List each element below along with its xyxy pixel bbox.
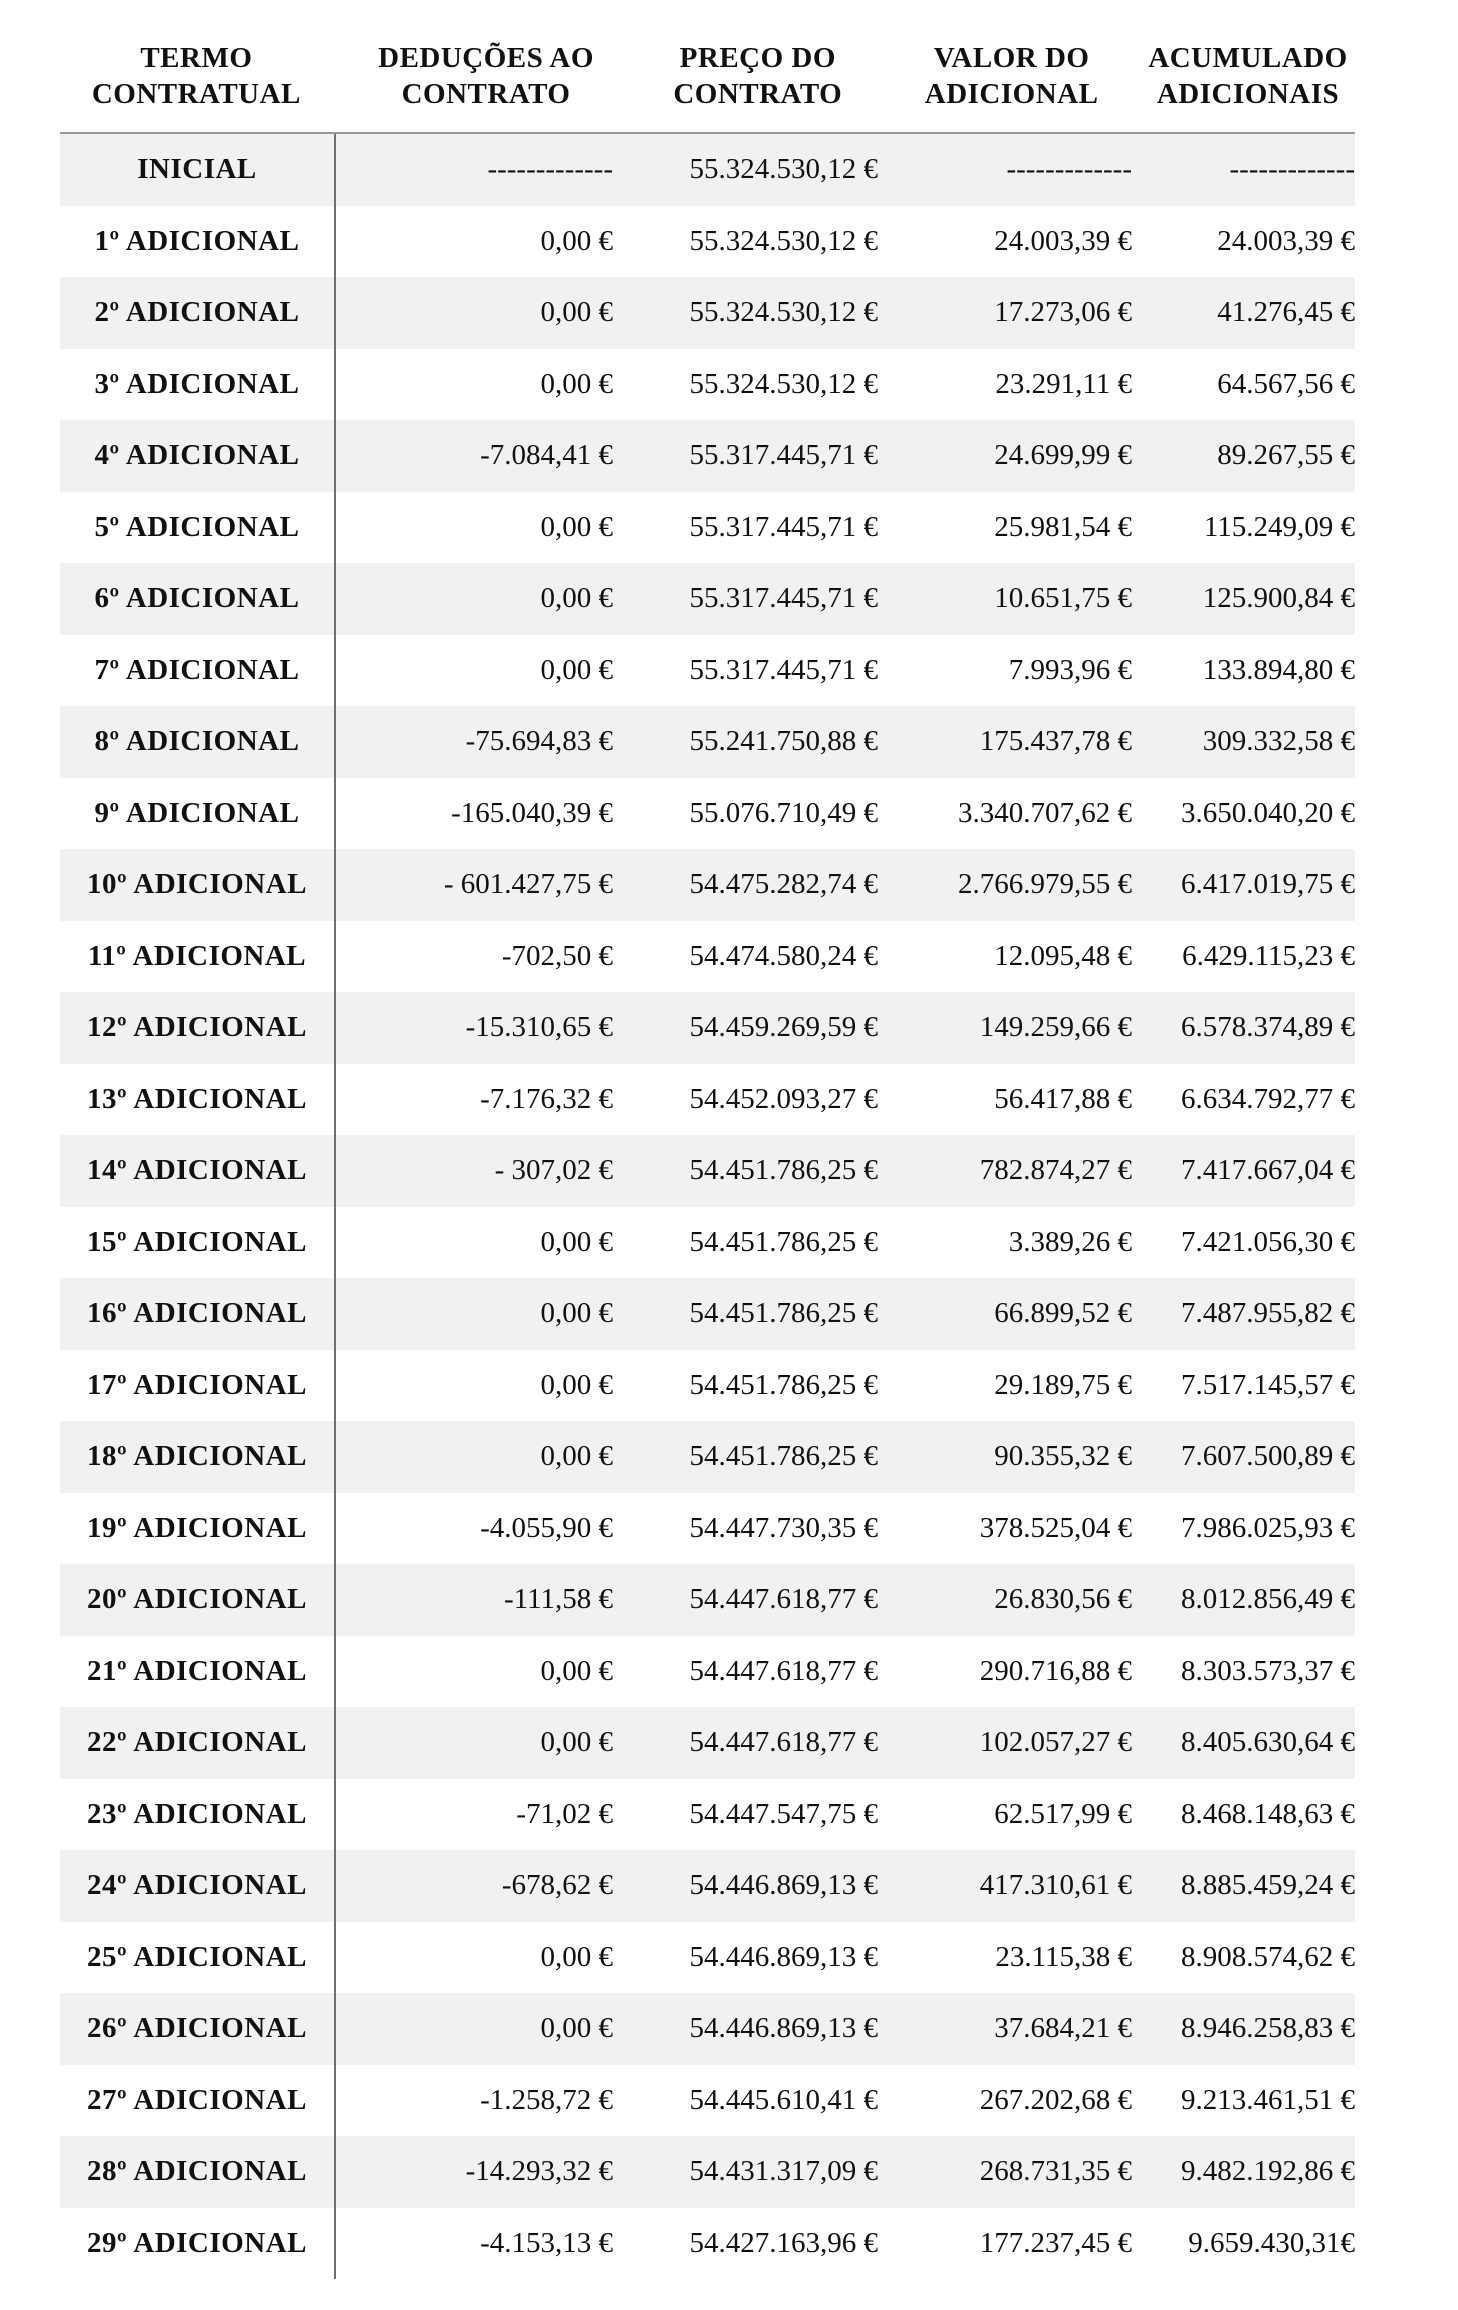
header-valor-do-adicional [882, 40, 1141, 132]
cell-valor-do-adicional: 56.417,88 € [994, 1082, 1132, 1115]
table-row [60, 1993, 1355, 2065]
cell-acumulado-adicionais: 64.567,56 € [1217, 367, 1355, 400]
cell-deducoes: -75.694,83 € [465, 725, 613, 758]
cell-termo-contratual: 4º ADICIONAL [94, 439, 300, 472]
cell-deducoes: 0,00 € [540, 653, 613, 686]
cell-valor-do-adicional: 268.731,35 € [979, 2155, 1132, 2188]
cell-acumulado-adicionais: 125.900,84 € [1202, 582, 1355, 615]
cell-termo-contratual: 15º ADICIONAL [87, 1225, 307, 1258]
cell-termo-contratual: 23º ADICIONAL [87, 1797, 307, 1830]
cell-deducoes: -4.055,90 € [480, 1511, 613, 1544]
header-line: TERMO [140, 42, 253, 74]
cell-termo-contratual: INICIAL [137, 153, 257, 186]
cell-acumulado-adicionais: 7.421.056,30 € [1181, 1225, 1355, 1258]
contract-addenda-table [60, 40, 1355, 2279]
cell-preco-do-contrato: 54.445.610,41 € [689, 2083, 878, 2116]
cell-deducoes: 0,00 € [540, 296, 613, 329]
cell-preco-do-contrato: 54.447.618,77 € [689, 1583, 878, 1616]
cell-deducoes: 0,00 € [540, 1297, 613, 1330]
table-row [60, 1207, 1355, 1279]
header-preco-do-contrato [633, 40, 882, 132]
cell-termo-contratual: 28º ADICIONAL [87, 2155, 307, 2188]
cell-termo-contratual: 25º ADICIONAL [87, 1940, 307, 1973]
table-row [60, 1707, 1355, 1779]
cell-deducoes: -678,62 € [501, 1869, 613, 1902]
cell-termo-contratual: 8º ADICIONAL [94, 725, 300, 758]
cell-valor-do-adicional: 2.766.979,55 € [958, 868, 1132, 901]
cell-termo-contratual: 10º ADICIONAL [87, 868, 307, 901]
table-row [60, 206, 1355, 278]
table-row [60, 349, 1355, 421]
table-row [60, 2065, 1355, 2137]
cell-acumulado-adicionais: 7.607.500,89 € [1181, 1440, 1355, 1473]
cell-valor-do-adicional: 175.437,78 € [979, 725, 1132, 758]
cell-preco-do-contrato: 54.451.786,25 € [689, 1368, 878, 1401]
cell-preco-do-contrato: 54.446.869,13 € [689, 1869, 878, 1902]
table-row [60, 1636, 1355, 1708]
cell-deducoes: 0,00 € [540, 224, 613, 257]
cell-valor-do-adicional: 24.003,39 € [994, 224, 1132, 257]
header-line: ADICIONAIS [1156, 78, 1340, 110]
cell-deducoes: 0,00 € [540, 1368, 613, 1401]
cell-termo-contratual: 3º ADICIONAL [94, 367, 300, 400]
cell-termo-contratual: 14º ADICIONAL [87, 1154, 307, 1187]
cell-deducoes: 0,00 € [540, 1654, 613, 1687]
cell-acumulado-adicionais: 7.986.025,93 € [1181, 1511, 1355, 1544]
cell-valor-do-adicional: 3.340.707,62 € [958, 796, 1132, 829]
cell-preco-do-contrato: 55.324.530,12 € [689, 153, 878, 186]
header-line: PREÇO DO [679, 42, 836, 74]
table-row [60, 849, 1355, 921]
cell-valor-do-adicional: 177.237,45 € [979, 2226, 1132, 2259]
cell-deducoes: -71,02 € [516, 1797, 613, 1830]
cell-termo-contratual: 24º ADICIONAL [87, 1869, 307, 1902]
table-row [60, 1922, 1355, 1994]
table-header [60, 40, 1355, 134]
cell-valor-do-adicional: 10.651,75 € [994, 582, 1132, 615]
table-row [60, 1493, 1355, 1565]
column-divider [334, 134, 336, 2279]
cell-acumulado-adicionais: 6.578.374,89 € [1181, 1011, 1355, 1044]
cell-deducoes: -165.040,39 € [451, 796, 613, 829]
cell-termo-contratual: 7º ADICIONAL [94, 653, 300, 686]
cell-termo-contratual: 18º ADICIONAL [87, 1440, 307, 1473]
cell-acumulado-adicionais: 24.003,39 € [1217, 224, 1355, 257]
cell-preco-do-contrato: 54.447.547,75 € [689, 1797, 878, 1830]
cell-deducoes: -14.293,32 € [465, 2155, 613, 2188]
cell-preco-do-contrato: 54.474.580,24 € [689, 939, 878, 972]
cell-valor-do-adicional: 417.310,61 € [979, 1869, 1132, 1902]
cell-termo-contratual: 22º ADICIONAL [87, 1726, 307, 1759]
cell-deducoes: -15.310,65 € [465, 1011, 613, 1044]
cell-acumulado-adicionais: 8.885.459,24 € [1181, 1869, 1355, 1902]
cell-deducoes: 0,00 € [540, 510, 613, 543]
table-row [60, 2208, 1355, 2280]
table-row [60, 277, 1355, 349]
table-row [60, 420, 1355, 492]
cell-termo-contratual: 16º ADICIONAL [87, 1297, 307, 1330]
cell-preco-do-contrato: 55.317.445,71 € [689, 582, 878, 615]
header-line: CONTRATO [401, 78, 571, 110]
table-row [60, 706, 1355, 778]
cell-acumulado-adicionais: 8.303.573,37 € [1181, 1654, 1355, 1687]
cell-termo-contratual: 6º ADICIONAL [94, 582, 300, 615]
cell-acumulado-adicionais: 41.276,45 € [1217, 296, 1355, 329]
cell-preco-do-contrato: 55.317.445,71 € [689, 653, 878, 686]
cell-termo-contratual: 21º ADICIONAL [87, 1654, 307, 1687]
cell-acumulado-adicionais: 8.908.574,62 € [1181, 1940, 1355, 1973]
cell-termo-contratual: 19º ADICIONAL [87, 1511, 307, 1544]
cell-termo-contratual: 26º ADICIONAL [87, 2012, 307, 2045]
table-row [60, 2136, 1355, 2208]
cell-termo-contratual: 12º ADICIONAL [87, 1011, 307, 1044]
cell-acumulado-adicionais: 115.249,09 € [1203, 510, 1355, 543]
cell-deducoes: -1.258,72 € [480, 2083, 613, 2116]
cell-termo-contratual: 2º ADICIONAL [94, 296, 300, 329]
cell-valor-do-adicional: 23.115,38 € [995, 1940, 1132, 1973]
table-row [60, 563, 1355, 635]
cell-deducoes: 0,00 € [540, 1726, 613, 1759]
cell-valor-do-adicional: 62.517,99 € [994, 1797, 1132, 1830]
cell-preco-do-contrato: 54.447.618,77 € [689, 1726, 878, 1759]
table-row [60, 134, 1355, 206]
table-row [60, 992, 1355, 1064]
cell-valor-do-adicional: 3.389,26 € [1008, 1225, 1132, 1258]
cell-acumulado-adicionais: 8.468.148,63 € [1181, 1797, 1355, 1830]
cell-valor-do-adicional: 267.202,68 € [979, 2083, 1132, 2116]
cell-acumulado-adicionais: 7.417.667,04 € [1181, 1154, 1355, 1187]
cell-termo-contratual: 29º ADICIONAL [87, 2226, 307, 2259]
cell-preco-do-contrato: 54.459.269,59 € [689, 1011, 878, 1044]
header-line: VALOR DO [933, 42, 1090, 74]
table-row [60, 1779, 1355, 1851]
cell-deducoes: 0,00 € [540, 582, 613, 615]
cell-valor-do-adicional: 12.095,48 € [994, 939, 1132, 972]
table-row [60, 1850, 1355, 1922]
table-row [60, 635, 1355, 707]
cell-deducoes: 0,00 € [540, 1440, 613, 1473]
cell-valor-do-adicional: 17.273,06 € [994, 296, 1132, 329]
cell-preco-do-contrato: 54.451.786,25 € [689, 1440, 878, 1473]
cell-acumulado-adicionais: 6.417.019,75 € [1181, 868, 1355, 901]
cell-preco-do-contrato: 55.241.750,88 € [689, 725, 878, 758]
cell-deducoes: -702,50 € [501, 939, 613, 972]
cell-acumulado-adicionais: 8.946.258,83 € [1181, 2012, 1355, 2045]
cell-acumulado-adicionais: 7.487.955,82 € [1181, 1297, 1355, 1330]
cell-deducoes: 0,00 € [540, 367, 613, 400]
cell-acumulado-adicionais: 133.894,80 € [1202, 653, 1355, 686]
cell-valor-do-adicional: 782.874,27 € [979, 1154, 1132, 1187]
cell-valor-do-adicional: 29.189,75 € [994, 1368, 1132, 1401]
cell-preco-do-contrato: 54.452.093,27 € [689, 1082, 878, 1115]
cell-deducoes: - 601.427,75 € [443, 868, 613, 901]
cell-acumulado-adicionais: 8.405.630,64 € [1181, 1726, 1355, 1759]
table-row [60, 921, 1355, 993]
cell-valor-do-adicional: ------------- [1006, 153, 1132, 186]
cell-preco-do-contrato: 54.451.786,25 € [689, 1154, 878, 1187]
cell-valor-do-adicional: 37.684,21 € [994, 2012, 1132, 2045]
cell-deducoes: -4.153,13 € [480, 2226, 613, 2259]
header-line: ACUMULADO [1148, 42, 1348, 74]
table-row [60, 1421, 1355, 1493]
cell-valor-do-adicional: 102.057,27 € [979, 1726, 1132, 1759]
cell-acumulado-adicionais: 9.213.461,51 € [1181, 2083, 1355, 2116]
table-row [60, 1064, 1355, 1136]
cell-termo-contratual: 5º ADICIONAL [94, 510, 300, 543]
cell-termo-contratual: 17º ADICIONAL [87, 1368, 307, 1401]
header-line: ADICIONAL [924, 78, 1099, 110]
cell-acumulado-adicionais: 6.429.115,23 € [1182, 939, 1355, 972]
cell-preco-do-contrato: 54.475.282,74 € [689, 868, 878, 901]
cell-preco-do-contrato: 54.446.869,13 € [689, 1940, 878, 1973]
cell-preco-do-contrato: 54.446.869,13 € [689, 2012, 878, 2045]
header-line: CONTRATO [673, 78, 843, 110]
cell-acumulado-adicionais: ------------- [1229, 153, 1355, 186]
cell-deducoes: -7.176,32 € [480, 1082, 613, 1115]
table-row [60, 492, 1355, 564]
cell-valor-do-adicional: 23.291,11 € [995, 367, 1132, 400]
cell-deducoes: 0,00 € [540, 1225, 613, 1258]
cell-acumulado-adicionais: 3.650.040,20 € [1181, 796, 1355, 829]
cell-acumulado-adicionais: 8.012.856,49 € [1181, 1583, 1355, 1616]
cell-deducoes: 0,00 € [540, 2012, 613, 2045]
cell-preco-do-contrato: 54.427.163,96 € [689, 2226, 878, 2259]
cell-valor-do-adicional: 7.993,96 € [1008, 653, 1132, 686]
cell-acumulado-adicionais: 6.634.792,77 € [1181, 1082, 1355, 1115]
header-line: DEDUÇÕES AO [378, 42, 594, 74]
cell-preco-do-contrato: 55.317.445,71 € [689, 439, 878, 472]
cell-deducoes: ------------- [487, 153, 613, 186]
cell-deducoes: -111,58 € [503, 1583, 613, 1616]
cell-deducoes: -7.084,41 € [480, 439, 613, 472]
cell-termo-contratual: 20º ADICIONAL [87, 1583, 307, 1616]
header-deducoes-ao-contrato [333, 40, 634, 132]
cell-acumulado-adicionais: 89.267,55 € [1217, 439, 1355, 472]
cell-acumulado-adicionais: 9.659.430,31€ [1188, 2226, 1355, 2259]
cell-acumulado-adicionais: 309.332,58 € [1202, 725, 1355, 758]
cell-preco-do-contrato: 54.447.730,35 € [689, 1511, 878, 1544]
cell-preco-do-contrato: 55.324.530,12 € [689, 296, 878, 329]
cell-preco-do-contrato: 55.076.710,49 € [689, 796, 878, 829]
cell-valor-do-adicional: 25.981,54 € [994, 510, 1132, 543]
cell-preco-do-contrato: 55.324.530,12 € [689, 224, 878, 257]
cell-termo-contratual: 27º ADICIONAL [87, 2083, 307, 2116]
cell-acumulado-adicionais: 7.517.145,57 € [1181, 1368, 1355, 1401]
cell-preco-do-contrato: 54.447.618,77 € [689, 1654, 878, 1687]
header-acumulado-adicionais [1141, 40, 1355, 132]
table-body [60, 134, 1355, 2279]
table-row [60, 1350, 1355, 1422]
table-row [60, 1564, 1355, 1636]
cell-acumulado-adicionais: 9.482.192,86 € [1181, 2155, 1355, 2188]
cell-valor-do-adicional: 290.716,88 € [979, 1654, 1132, 1687]
cell-termo-contratual: 1º ADICIONAL [94, 224, 300, 257]
table-row [60, 1135, 1355, 1207]
cell-valor-do-adicional: 66.899,52 € [994, 1297, 1132, 1330]
cell-valor-do-adicional: 26.830,56 € [994, 1583, 1132, 1616]
header-line: CONTRATUAL [91, 78, 301, 110]
cell-termo-contratual: 11º ADICIONAL [87, 939, 307, 972]
cell-valor-do-adicional: 90.355,32 € [994, 1440, 1132, 1473]
cell-preco-do-contrato: 54.431.317,09 € [689, 2155, 878, 2188]
cell-valor-do-adicional: 24.699,99 € [994, 439, 1132, 472]
cell-preco-do-contrato: 54.451.786,25 € [689, 1297, 878, 1330]
cell-valor-do-adicional: 149.259,66 € [979, 1011, 1132, 1044]
table-row [60, 778, 1355, 850]
cell-preco-do-contrato: 55.324.530,12 € [689, 367, 878, 400]
header-termo-contratual [60, 40, 333, 132]
cell-valor-do-adicional: 378.525,04 € [979, 1511, 1132, 1544]
cell-termo-contratual: 9º ADICIONAL [94, 796, 300, 829]
cell-preco-do-contrato: 55.317.445,71 € [689, 510, 878, 543]
cell-deducoes: 0,00 € [540, 1940, 613, 1973]
cell-preco-do-contrato: 54.451.786,25 € [689, 1225, 878, 1258]
table-row [60, 1278, 1355, 1350]
cell-deducoes: - 307,02 € [494, 1154, 613, 1187]
cell-termo-contratual: 13º ADICIONAL [87, 1082, 307, 1115]
